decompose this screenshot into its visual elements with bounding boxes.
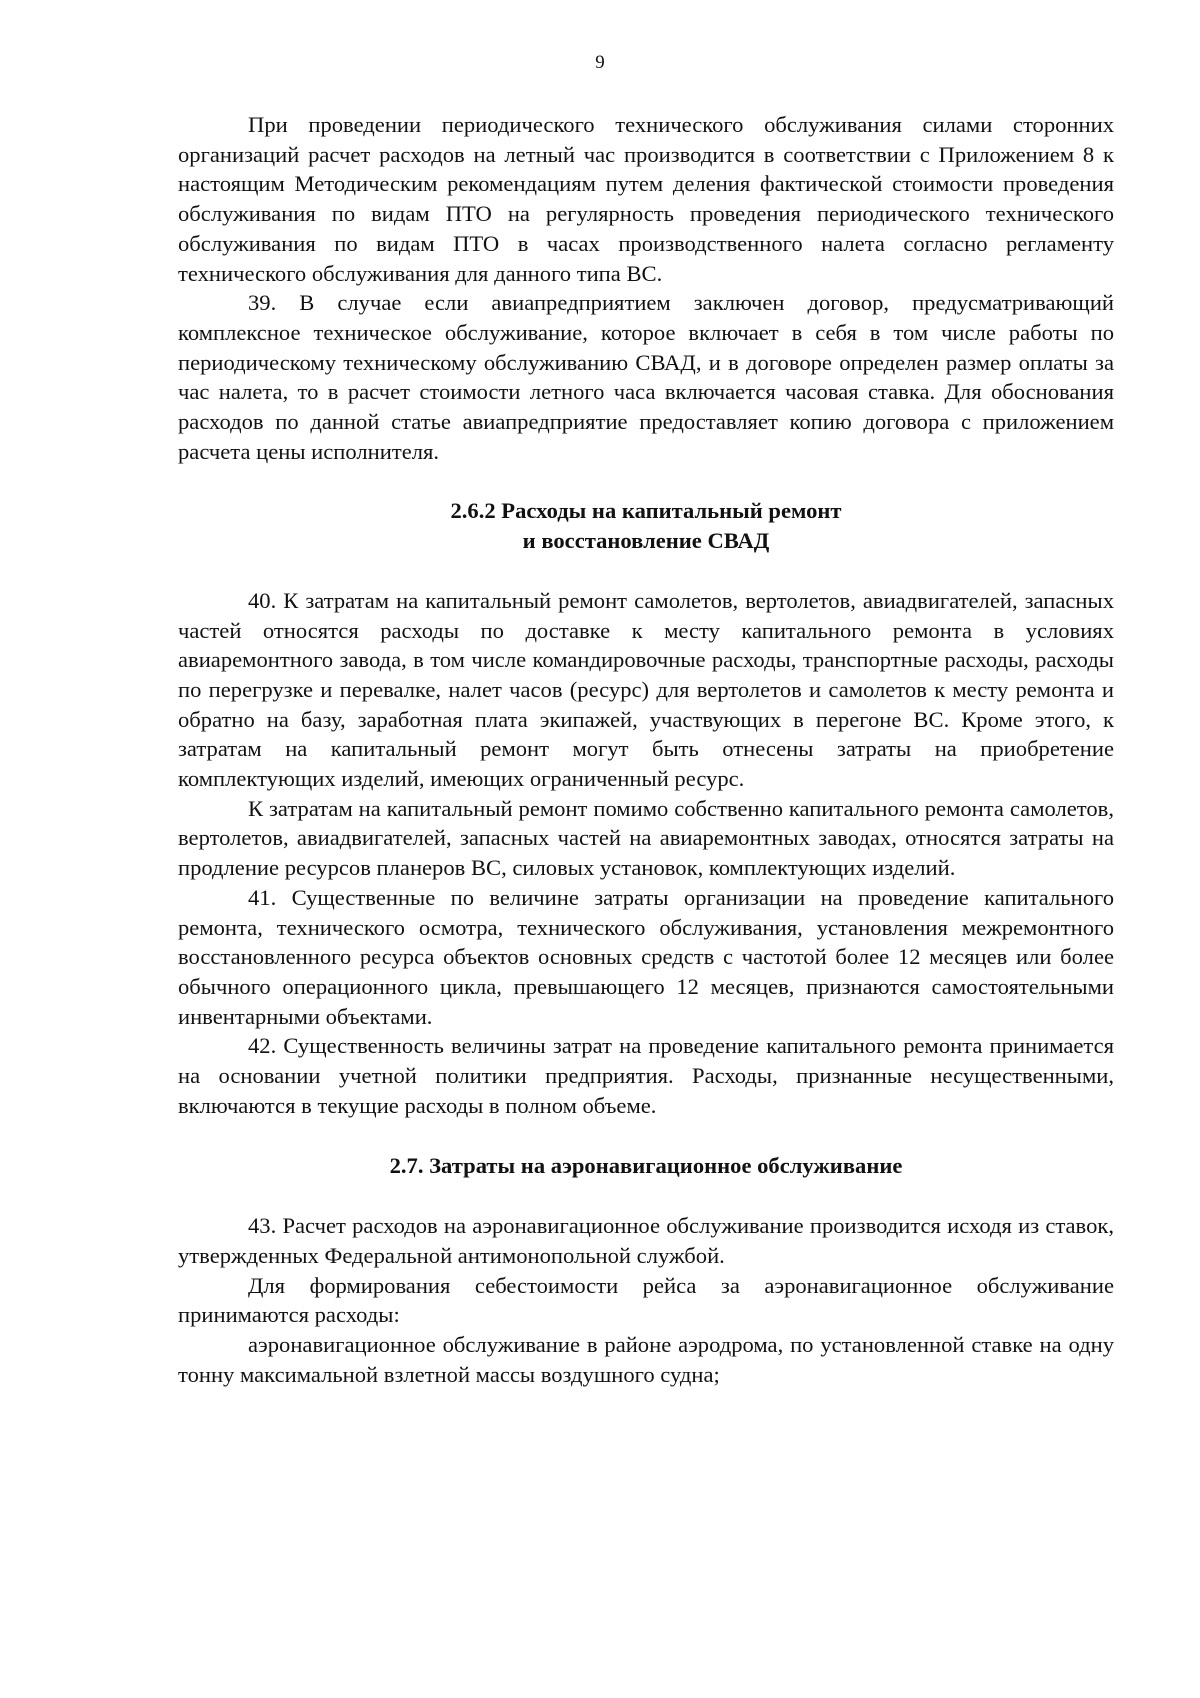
page-number: 9: [595, 52, 605, 73]
paragraph-40: 40. К затратам на капитальный ремонт самолетов, вертолетов, авиадвигателей, запасных частей относятся расходы по доставке к месту капитального ремонта в условиях авиаремонтного завода, в том числе командировочные расходы, транспортные расходы, расходы по перегрузке и перевалке, налет часов (ресурс) для вертолетов и самолетов к месту ремонта и обратно на базу, заработная плата экипажей, участвующих в перегоне ВС. Кроме этого, к затратам на капитальный ремонт могут быть отнесены затраты на приобретение комплектующих изделий, имеющих ограниченный ресурс.: [178, 587, 1114, 792]
paragraph-40-continued: К затратам на капитальный ремонт помимо собственно капитального ремонта самолетов, вертолетов, авиадвигателей, запасных частей на авиаремонтных заводах, относятся затраты на продление ресурсов планеров ВС, силовых установок, комплектующих изделий.: [178, 795, 1114, 881]
section-heading-2-6-2: [178, 496, 1114, 555]
document-body: [178, 110, 1114, 1389]
paragraph-43: 43. Расчет расходов на аэронавигационное обслуживание производится исходя из ставок, утвержденных Федеральной антимонопольной службой.: [178, 1213, 1114, 1268]
paragraph-42: 42. Существенность величины затрат на проведение капитального ремонта принимается на основании учетной политики предприятия. Расходы, признанные несущественными, включаются в текущие расходы в полном объеме.: [178, 1033, 1114, 1118]
paragraph-41: 41. Существенные по величине затраты организации на проведение капитального ремонта, технического осмотра, технического обслуживания, установления межремонтного восстановленного ресурса объектов основных средств с частотой более 12 месяцев или более обычного операционного цикла, превышающего 12 месяцев, признаются самостоятельными инвентарными объектами.: [178, 884, 1114, 1029]
paragraph-cost-formation: Для формирования себестоимости рейса за аэронавигационное обслуживание принимаются расходы:: [178, 1272, 1114, 1328]
paragraph-aerodrome-service: аэронавигационное обслуживание в районе аэродрома, по установленной ставке на одну тонну максимальной взлетной массы воздушного судна;: [178, 1332, 1114, 1387]
paragraph-pto-calculation: При проведении периодического технического обслуживания силами сторонних организаций расчет расходов на летный час производится в соответствии с Приложением 8 к настоящим Методическим рекомендациям путем деления фактической стоимости проведения обслуживания по видам ПТО на регулярность проведения периодического технического обслуживания по видам ПТО в часах производственного налета согласно регламенту технического обслуживания для данного типа ВС.: [178, 112, 1114, 286]
section-heading-2-7: 2.7. Затраты на аэронавигационное обслуживание: [389, 1152, 903, 1178]
section-heading-2-6-2-line1: 2.6.2 Расходы на капитальный ремонт: [450, 498, 842, 524]
section-heading-2-6-2-line2: и восстановление СВАД: [522, 528, 770, 554]
paragraph-39: 39. В случае если авиапредприятием заключен договор, предусматривающий комплексное техническое обслуживание, которое включает в себя в том числе работы по периодическому техническому обслуживанию СВАД, и в договоре определен размер оплаты за час налета, то в расчет стоимости летного часа включается часовая ставка. Для обоснования расходов по данной статье авиапредприятие предоставляет копию договора с приложением расчета цены исполнителя.: [178, 290, 1114, 464]
